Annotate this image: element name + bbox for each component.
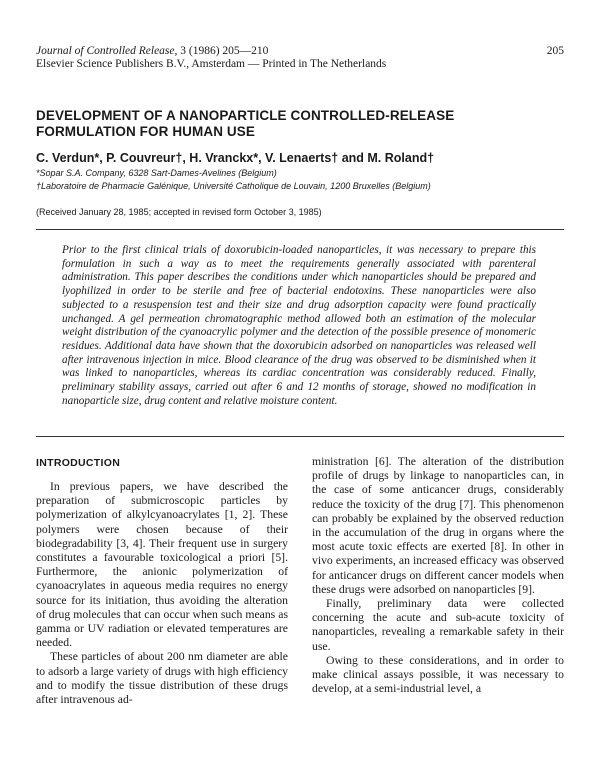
intro-paragraph-2: These particles of about 200 nm diameter are able to adsorb a large variety of drugs with high efficiency and to modify the tissue distribution of these drugs after intravenous ad- <box>36 650 288 707</box>
abstract-top-rule <box>36 229 564 230</box>
journal-volume: 3 (1986) 205—210 <box>180 45 269 57</box>
intro-paragraph-4: Owing to these considerations, and in order to make clinical assays possible, it was necessary to develop, at a semi-industrial level, a <box>312 653 564 696</box>
journal-citation <box>36 45 386 58</box>
left-column <box>36 480 288 707</box>
journal-header <box>36 45 386 71</box>
section-heading-introduction: INTRODUCTION <box>36 457 121 469</box>
page-number: 205 <box>546 45 564 57</box>
journal-name: Journal of Controlled Release, <box>36 45 178 57</box>
author-list: C. Verdun*, P. Couvreur†, H. Vranckx*, V. Lenaerts† and M. Roland† <box>36 151 435 165</box>
article-title: DEVELOPMENT OF A NANOPARTICLE CONTROLLED-RELEASE FORMULATION FOR HUMAN USE <box>36 108 455 139</box>
right-column <box>312 455 564 696</box>
affiliation-1: *Sopar S.A. Company, 6328 Sart-Dames-Avelines (Belgium) <box>36 168 277 178</box>
abstract-bottom-rule <box>36 436 564 437</box>
intro-paragraph-1: In previous papers, we have described the preparation of submicroscopic particles by polymerization of alkylcyanoacrylates [1, 2]. These polymers were chosen because of their biodegradability [3, 4]. Their frequent use in surgery constitutes a favourable toxicological a priori [5]. Furthermore, the anionic polymerization of cyanoacrylates in aqueous media requires no energy source for its initiation, thus avoiding the alteration of drug molecules that can occur when such means as gamma or UV radiation or elevated temperatures are needed. <box>36 480 288 650</box>
publisher-line: Elsevier Science Publishers B.V., Amsterdam — Printed in The Netherlands <box>36 58 387 70</box>
abstract-text: Prior to the first clinical trials of doxorubicin-loaded nanoparticles, it was necessary to prepare this formulation in such a way as to meet the requirements generally associated with parenteral administration. This paper describes the conditions under which nanoparticles should be prepared and lyophilized in order to be sterile and free of bacterial endotoxins. These nanoparticles were also subjected to a resuspension test and their size and drug adsorption capacity were found practically unchanged. A gel permeation chromatographic method allowed both an estimation of the molecular weight distribution of the cyanoacrylic polymer and the detection of the possible presence of monomeric residues. Additional data have shown that the doxorubicin adsorbed on nanoparticles was released well after intravenous injection in mice. Blood clearance of the drug was observed to be disminished when it was linked to nanoparticles, whereas its cardiac concentration was considerably reduced. Finally, preliminary stability assays, carried out after 6 and 12 months of storage, showed no modification in nanoparticle size, drug content and relative moisture content. <box>62 244 536 407</box>
received-dates: (Received January 28, 1985; accepted in revised form October 3, 1985) <box>36 207 322 217</box>
intro-paragraph-2-continued: ministration [6]. The alteration of the distribution profile of drugs by linkage to nanoparticles can, in the case of some anticancer drugs, considerably reduce the toxicity of the drug [7]. This phenomenon can probably be explained by the observed reduction in the accumulation of the drug in organs where the most acute toxic effects are exerted [8]. In other in vivo experiments, an increased efficacy was observed for anticancer drugs on different cancer models when these drugs were adsorbed on nanoparticles [9]. <box>312 455 564 596</box>
affiliation-2: †Laboratoire de Pharmacie Galénique, Université Catholique de Louvain, 1200 Bruxelles (Belgium) <box>36 181 431 191</box>
intro-paragraph-3: Finally, preliminary data were collected concerning the acute and sub-acute toxicity of nanoparticles, revealing a remarkable safety in their use. <box>312 597 564 653</box>
